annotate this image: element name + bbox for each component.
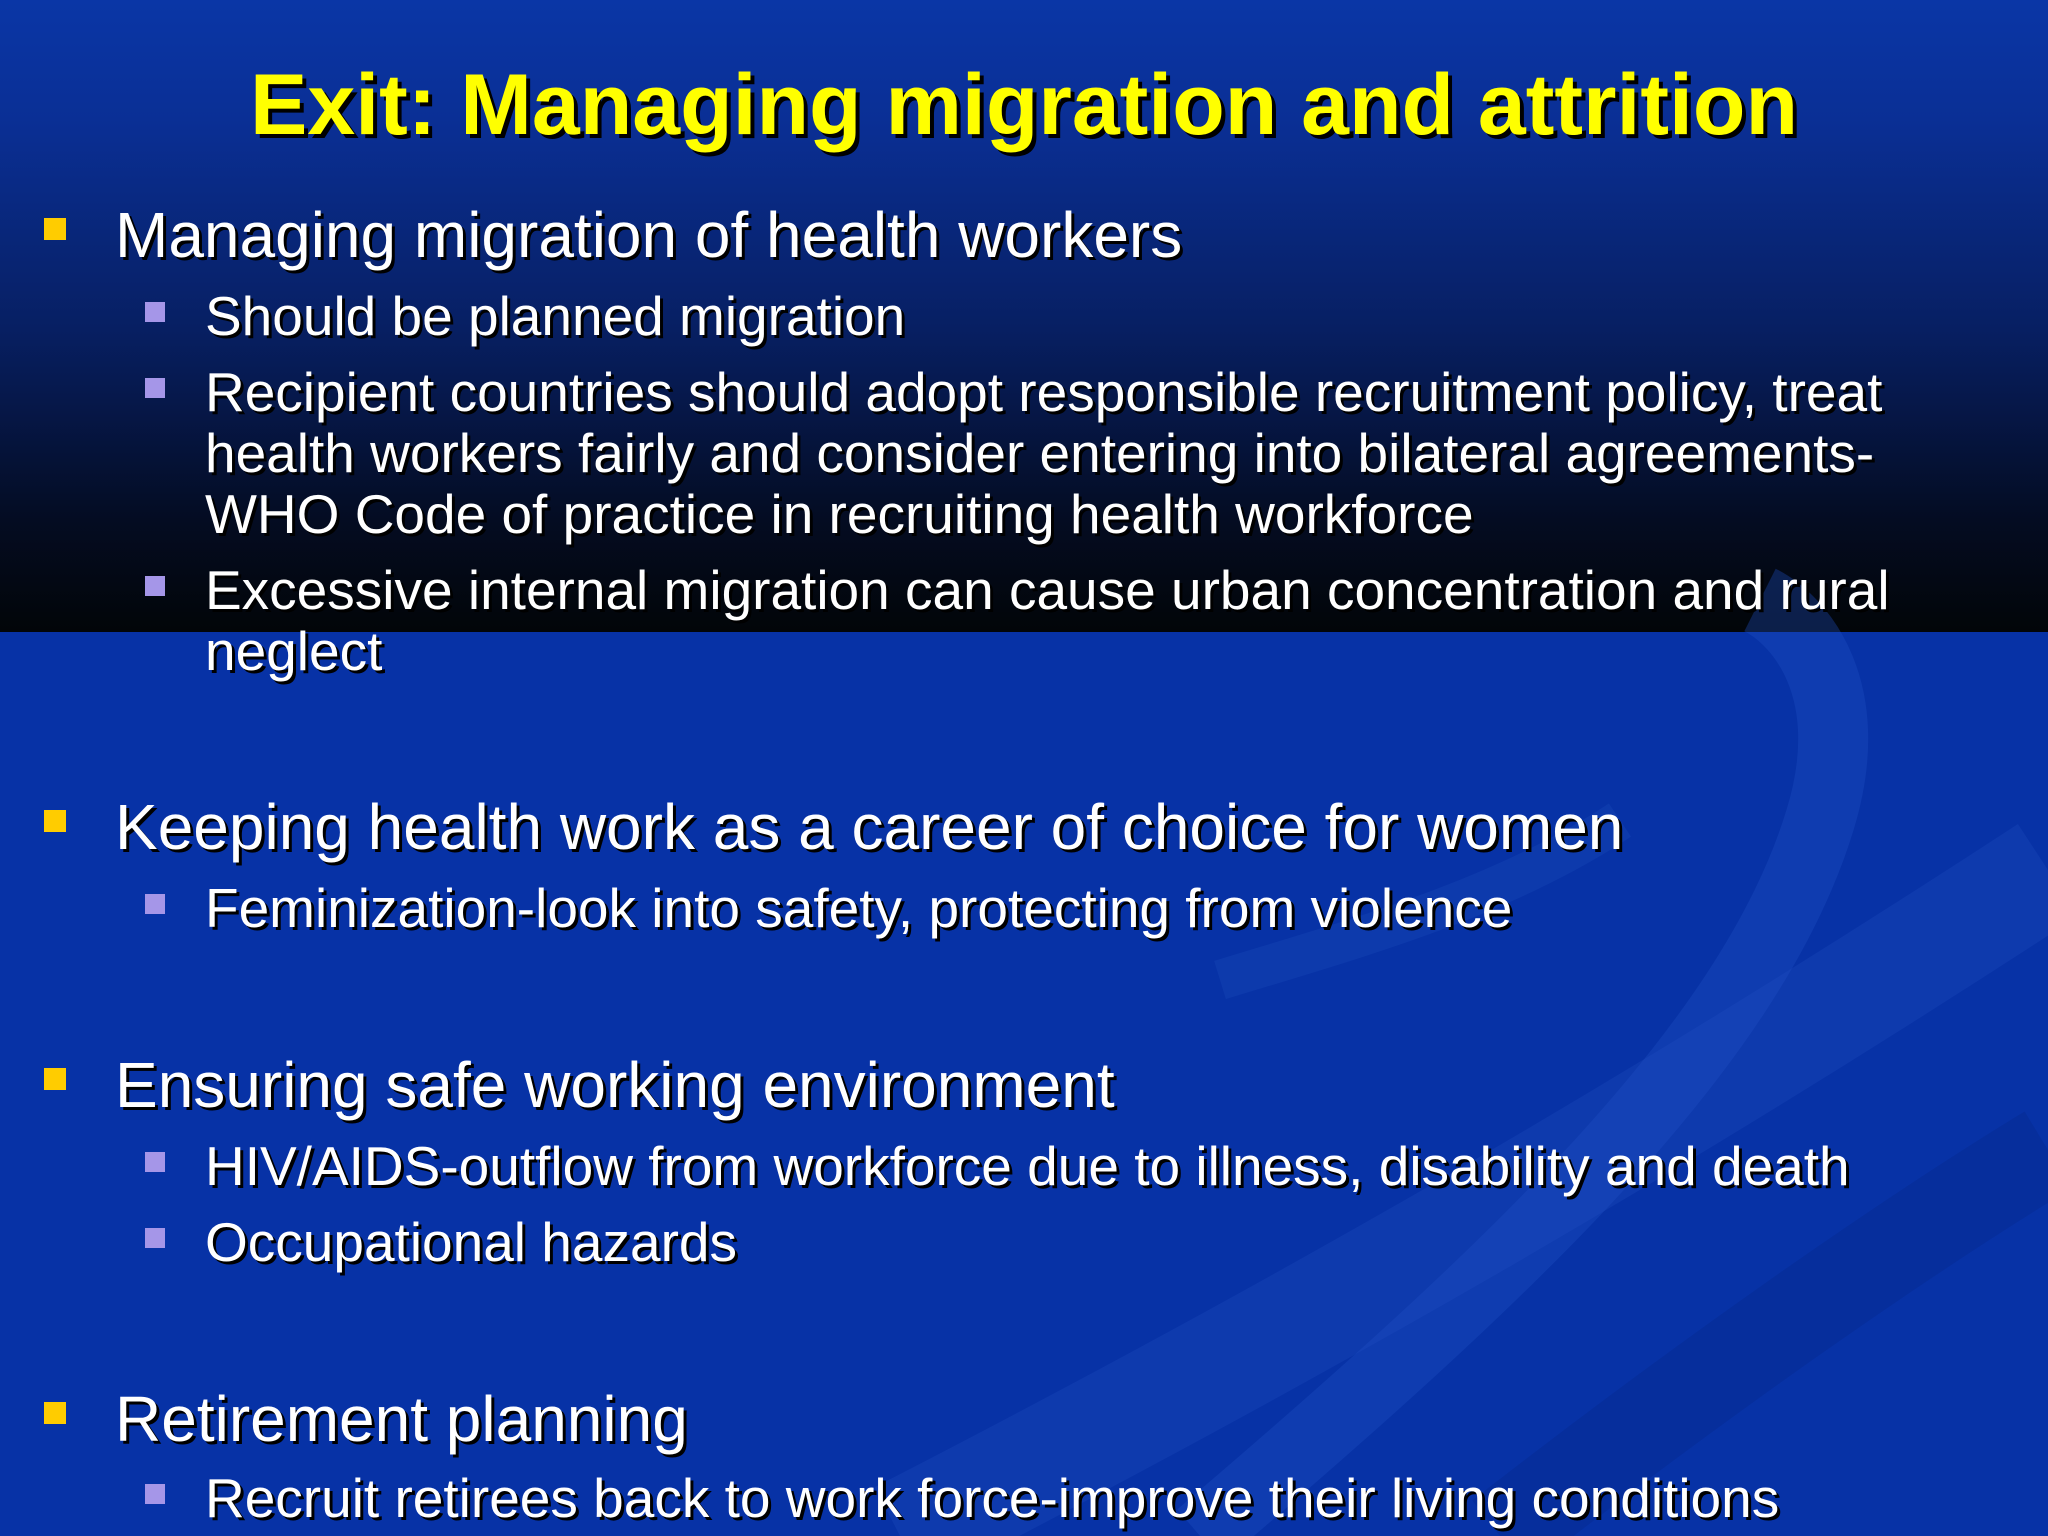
square-bullet-icon — [44, 1402, 66, 1424]
square-bullet-icon — [145, 378, 165, 398]
list-item-text: Occupational hazards — [205, 1211, 737, 1273]
square-bullet-icon — [145, 1228, 165, 1248]
list-item-text: Recipient countries should adopt responsible recruitment policy, treat health workers fairly and consider entering into bilateral agreements- WHO Code of practice in recruiting health workforce — [205, 361, 1883, 545]
square-bullet-icon — [145, 1484, 165, 1504]
square-bullet-icon — [44, 810, 66, 832]
square-bullet-icon — [44, 1068, 66, 1090]
section-heading: Keeping health work as a career of choice for women — [115, 791, 1624, 863]
list-item-text: HIV/AIDS-outflow from workforce due to illness, disability and death — [205, 1135, 1850, 1197]
square-bullet-icon — [145, 576, 165, 596]
list-item-text: Recruit retirees back to work force-improve their living conditions — [205, 1467, 1780, 1529]
square-bullet-icon — [44, 218, 66, 240]
section-heading: Ensuring safe working environment — [115, 1049, 1115, 1121]
square-bullet-icon — [145, 1152, 165, 1172]
list-item-text: Excessive internal migration can cause urban concentration and rural neglect — [205, 559, 1890, 682]
square-bullet-icon — [145, 302, 165, 322]
slide-title: Exit: Managing migration and attrition — [250, 57, 1798, 153]
square-bullet-icon — [145, 894, 165, 914]
list-item-text: Feminization-look into safety, protecting from violence — [205, 877, 1513, 939]
section-heading: Managing migration of health workers — [115, 199, 1183, 271]
list-item-text: Should be planned migration — [205, 285, 906, 347]
section-heading: Retirement planning — [115, 1383, 688, 1455]
